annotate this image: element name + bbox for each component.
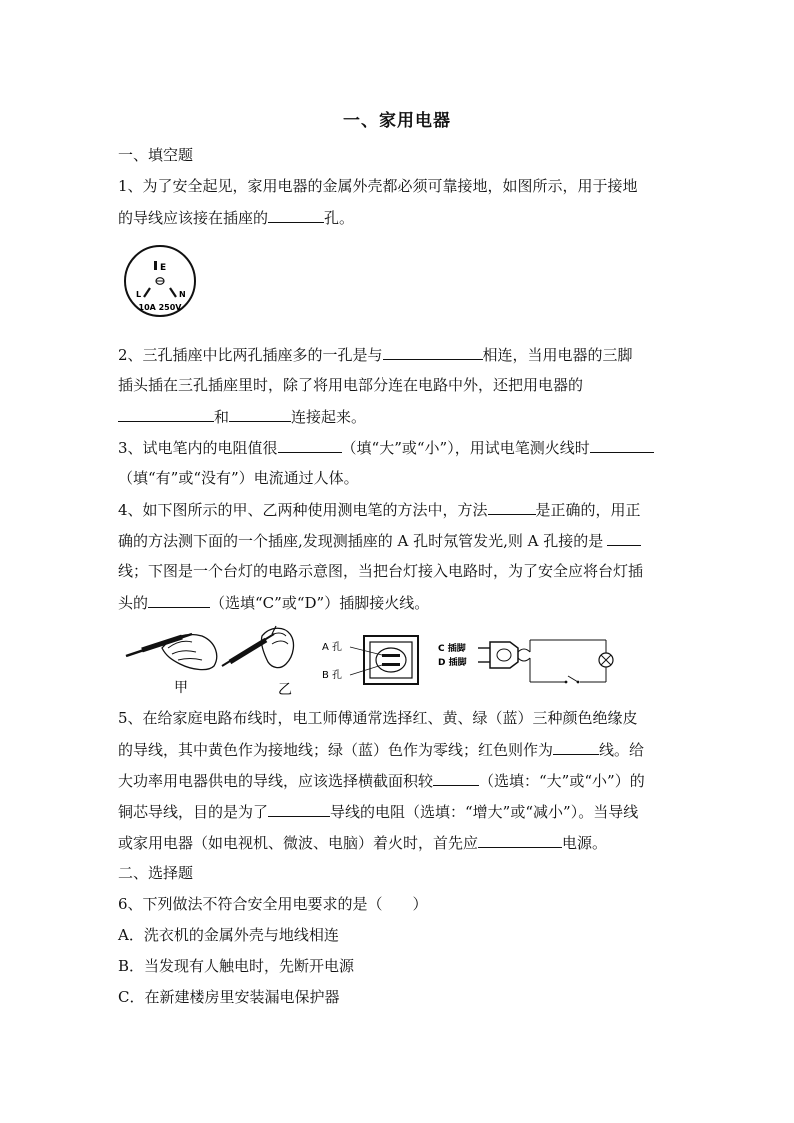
q4-text: 确的方法测下面的一个插座,发现测插座的 A 孔时氖管发光,则 A 孔接的是 — [118, 532, 604, 550]
answer-blank[interactable] — [268, 207, 324, 223]
answer-blank[interactable] — [488, 499, 536, 515]
answer-blank[interactable] — [118, 406, 214, 422]
label-yi: 乙 — [278, 682, 292, 698]
q4-text-line-3: 线；下图是一个台灯的电路示意图，当把台灯接入电路时，为了安全应将台灯插 — [118, 562, 644, 580]
label-a-hole: A 孔 — [322, 642, 343, 653]
q1-text: 的导线应该接在插座的 — [118, 209, 269, 227]
q1-text-line-1: 1、为了安全起见，家用电器的金属外壳都必须可靠接地，如图所示，用于接地 — [118, 177, 638, 195]
q4-text-line-2 — [118, 530, 641, 551]
section-heading-multiple-choice: 二、选择题 — [118, 864, 194, 882]
label-jia: 甲 — [174, 680, 188, 696]
q2-text-line-3 — [118, 406, 366, 427]
answer-blank[interactable] — [478, 832, 562, 848]
answer-blank[interactable] — [553, 739, 599, 755]
q4-text: 是正确的，用正 — [535, 501, 641, 519]
q4-text: 头的 — [118, 594, 149, 612]
q1-text-line-2 — [118, 207, 354, 228]
q2-text: 相连，当用电器的三脚 — [482, 346, 633, 364]
label-d-pin: D 插脚 — [438, 658, 467, 668]
q3-text: （填“大”或“小”），用试电笔测火线时 — [341, 439, 590, 457]
q6-option-a[interactable]: A．洗衣机的金属外壳与地线相连 — [118, 926, 339, 944]
q5-text-line-3 — [118, 770, 645, 791]
two-hole-socket-figure — [320, 632, 420, 688]
q5-text: 铜芯导线，目的是为了 — [118, 803, 269, 821]
answer-blank[interactable] — [607, 530, 641, 546]
tester-method-jia-figure — [122, 628, 222, 696]
q2-text: 2、三孔插座中比两孔插座多的一孔是与 — [118, 346, 383, 364]
q5-text-line-2 — [118, 739, 644, 760]
label-b-hole: B 孔 — [322, 670, 343, 681]
answer-blank[interactable] — [590, 437, 654, 453]
lamp-circuit-figure — [438, 634, 628, 690]
q2-text: 连接起来。 — [291, 408, 367, 426]
answer-blank[interactable] — [433, 770, 479, 786]
q4-text: 4、如下图所示的甲、乙两种使用测电笔的方法中，方法 — [118, 501, 488, 519]
q3-text: 3、试电笔内的电阻值很 — [118, 439, 278, 457]
answer-blank[interactable] — [383, 344, 483, 360]
section-heading-fill-blank: 一、填空题 — [118, 146, 194, 164]
q5-text-line-5 — [118, 832, 607, 853]
q5-text: （选填：“大”或“小”）的 — [479, 772, 645, 790]
q5-text-line-4 — [118, 801, 638, 822]
label-c-pin: C 插脚 — [438, 644, 466, 654]
q6-stem: 6、下列做法不符合安全用电要求的是（ ） — [118, 895, 428, 913]
socket-l-label: L — [136, 290, 142, 299]
q5-text: 的导线，其中黄色作为接地线；绿（蓝）色作为零线；红色则作为 — [118, 741, 554, 759]
q3-text-line-1 — [118, 437, 654, 458]
q6-option-b[interactable]: B．当发现有人触电时，先断开电源 — [118, 957, 355, 975]
q3-text-line-2: （填“有”或“没有”）电流通过人体。 — [118, 469, 359, 487]
q2-text-line-1 — [118, 344, 633, 365]
q5-text: 导线的电阻（选填：“增大”或“减小”）。当导线 — [330, 803, 639, 821]
tester-method-yi-figure — [218, 622, 308, 698]
answer-blank[interactable] — [268, 801, 330, 817]
page-title: 一、家用电器 — [343, 111, 451, 131]
three-hole-socket-figure — [120, 244, 204, 322]
q5-text: 电源。 — [562, 834, 608, 852]
q4-text: （选填“C”或“D”）插脚接火线。 — [210, 594, 430, 612]
q2-text-line-2: 插头插在三孔插座里时，除了将用电部分连在电路中外，还把用电器的 — [118, 376, 584, 394]
q5-text: 或家用电器（如电视机、微波、电脑）着火时，首先应 — [118, 834, 479, 852]
socket-e-label: E — [160, 263, 167, 273]
answer-blank[interactable] — [278, 437, 342, 453]
q5-text: 线。给 — [599, 741, 645, 759]
q4-text-line-4 — [118, 592, 429, 613]
q6-option-c[interactable]: C．在新建楼房里安装漏电保护器 — [118, 988, 340, 1006]
q1-text: 孔。 — [324, 209, 355, 227]
answer-blank[interactable] — [229, 406, 291, 422]
q2-text: 和 — [214, 408, 230, 426]
q5-text-line-1: 5、在给家庭电路布线时，电工师傅通常选择红、黄、绿（蓝）三种颜色绝缘皮 — [118, 709, 638, 727]
answer-blank[interactable] — [148, 592, 210, 608]
q5-text: 大功率用电器供电的导线，应该选择横截面积较 — [118, 772, 434, 790]
socket-n-label: N — [179, 290, 186, 299]
q4-text-line-1 — [118, 499, 641, 520]
socket-rating: 10A 250V — [138, 303, 182, 312]
